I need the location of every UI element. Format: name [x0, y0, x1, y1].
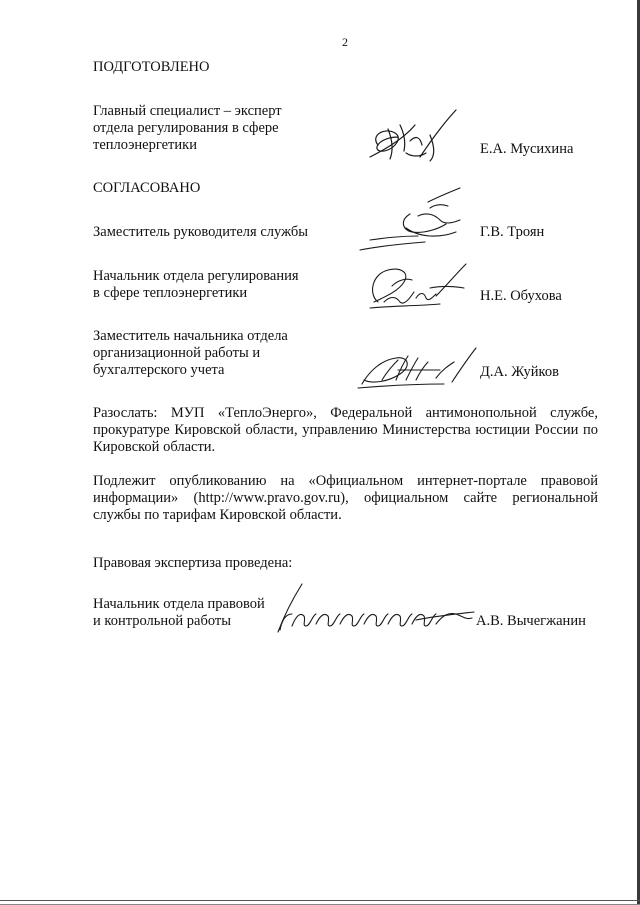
prepared-heading: ПОДГОТОВЛЕНО — [93, 59, 210, 75]
signature-vychegzhanin — [266, 580, 481, 640]
agreed-signatory-2-position-line-2: в сфере теплоэнергетики — [93, 285, 248, 301]
page-number: 2 — [342, 35, 348, 49]
legal-review-name: А.В. Вычегжанин — [476, 613, 586, 629]
agreed-signatory-3-position-line-2: организационной работы и — [93, 345, 261, 361]
agreed-signatory-3-name: Д.А. Жуйков — [480, 364, 559, 380]
agreed-signatory-3-position-line-1: Заместитель начальника отдела — [93, 328, 288, 344]
prepared-position-line-2: отдела регулирования в сфере — [93, 120, 279, 136]
signature-obukhova — [360, 258, 475, 313]
agreed-signatory-1-position: Заместитель руководителя службы — [93, 224, 309, 240]
distribution-paragraph: Разослать: МУП «ТеплоЭнерго», Федеральной антимонопольной службе, прокуратуре Кировской области, управлению Министерства юстиции России по Кировской области. — [93, 405, 598, 455]
prepared-position-line-1: Главный специалист – эксперт — [93, 103, 282, 119]
legal-review-position-line-1: Начальник отдела правовой — [93, 596, 265, 612]
legal-review-position-line-2: и контрольной работы — [93, 613, 231, 629]
publication-paragraph: Подлежит опубликованию на «Официальном интернет-портале правовой информации» (http://www.pravo.gov.ru), официальном сайте региональной службы по тарифам Кировской области. — [93, 473, 598, 523]
signature-musikhina — [360, 107, 470, 167]
agreed-signatory-1-name: Г.В. Троян — [480, 224, 545, 240]
prepared-position-line-3: теплоэнергетики — [93, 137, 197, 153]
signature-zhuykov — [352, 340, 482, 395]
legal-review-statement: Правовая экспертиза проведена: — [93, 555, 293, 571]
agreed-signatory-2-name: Н.Е. Обухова — [480, 288, 562, 304]
agreed-heading: СОГЛАСОВАНО — [93, 180, 201, 196]
agreed-signatory-3-position-line-3: бухгалтерского учета — [93, 362, 225, 378]
signature-troyan — [330, 180, 480, 260]
agreed-signatory-2-position-line-1: Начальник отдела регулирования — [93, 268, 299, 284]
page-scan-edge-bottom — [0, 900, 640, 901]
prepared-name: Е.А. Мусихина — [480, 141, 574, 157]
